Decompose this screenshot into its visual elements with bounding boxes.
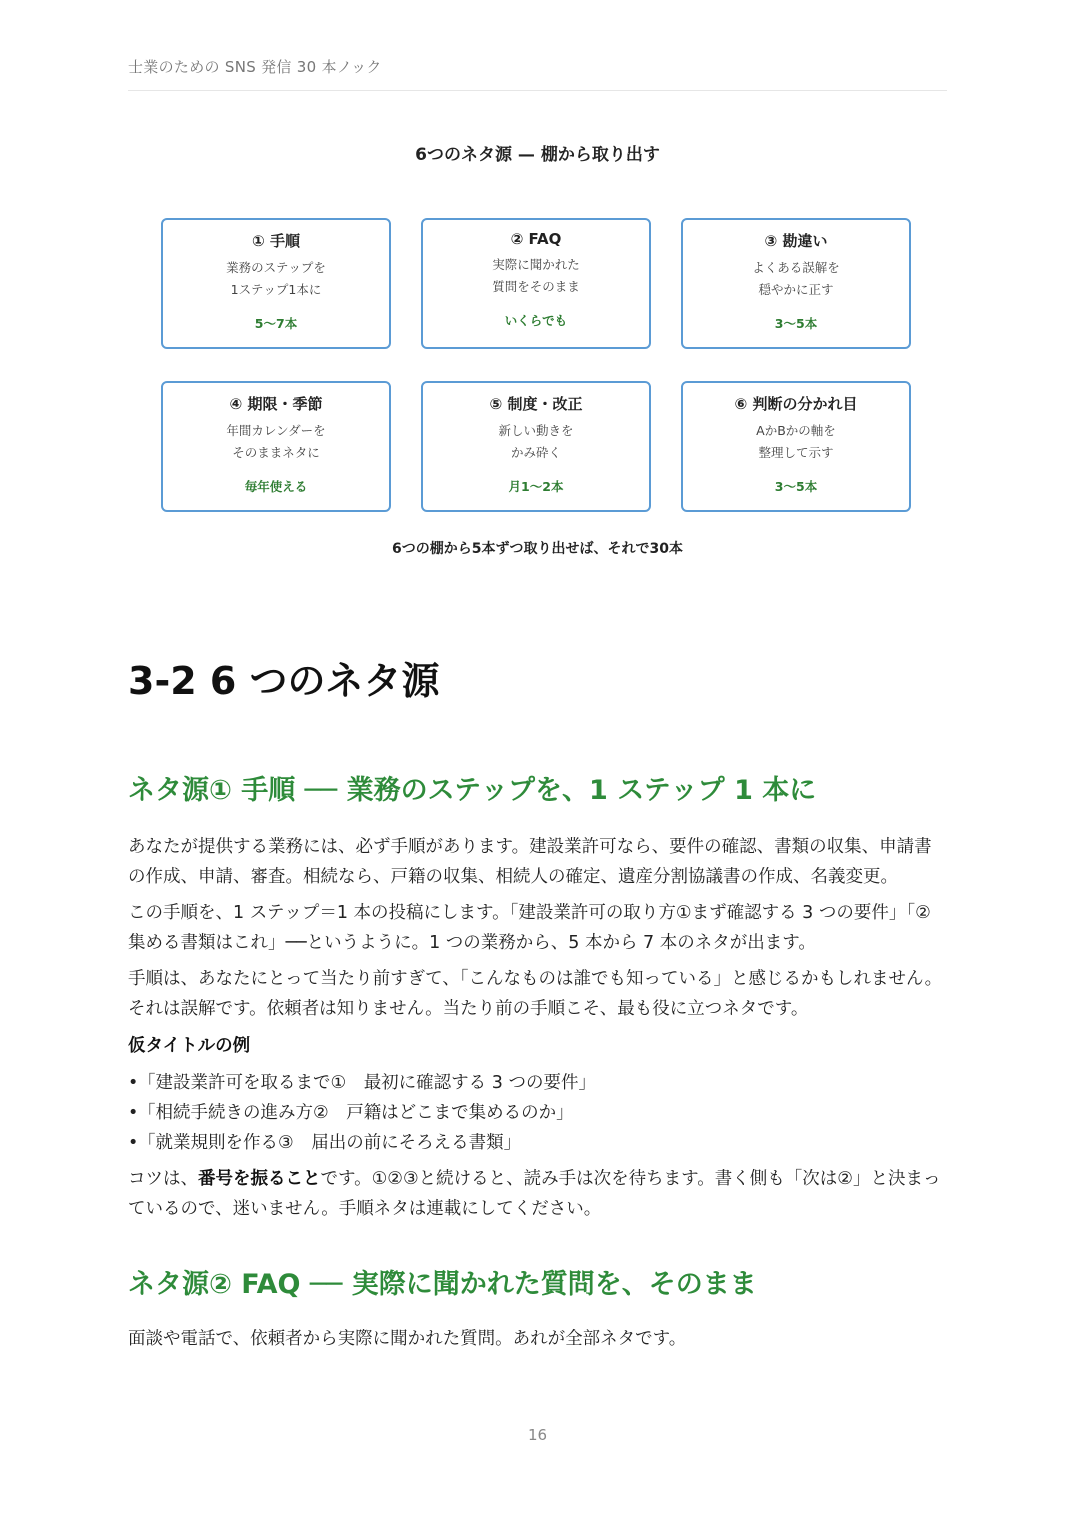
card-title: ② FAQ [510, 230, 562, 248]
card-desc-line: 年間カレンダーを [226, 423, 326, 438]
card-desc-line: 実際に聞かれた [492, 257, 580, 272]
card-title: ① 手順 [252, 232, 300, 250]
paragraph: 面談や電話で、依頼者から実際に聞かれた質問。あれが全部ネタです。 [128, 1329, 687, 1349]
card-desc-line: 整理して示す [758, 445, 834, 460]
card-system-revision [421, 381, 651, 512]
card-desc-line: 業務のステップを [226, 260, 326, 275]
tip-text: コツは、 [128, 1169, 198, 1189]
card-desc [423, 420, 649, 464]
card-count: いくらでも [504, 313, 568, 328]
list-item-text: 「建設業許可を取るまで① 最初に確認する 3 つの要件」 [138, 1073, 596, 1093]
card-desc [423, 254, 649, 298]
paragraph: この手順を、1 ステップ＝1 本の投稿にします。「建設業許可の取り方①まず確認する 3 つの要件」「②集める書類はこれ」──というように。1 つの業務から、5 本から 7 本のネタが出ます。 [128, 903, 931, 953]
card-desc [163, 257, 389, 301]
tip-emphasis: 番号を振ること [198, 1169, 321, 1189]
card-desc-line: 1ステップ1本に [230, 282, 322, 297]
card-desc [683, 420, 909, 464]
section-heading: 3-2 6 つのネタ源 [128, 659, 440, 703]
card-desc-line: 新しい動きを [498, 423, 574, 438]
list-item-text: 「就業規則を作る③ 届出の前にそろえる書類」 [138, 1133, 522, 1153]
card-title: ④ 期限・季節 [229, 395, 323, 413]
card-desc-line: AかBかの軸を [756, 423, 836, 438]
card-count: 毎年使える [244, 479, 308, 494]
card-count: 5〜7本 [254, 316, 298, 331]
card-desc-line: そのままネタに [232, 445, 320, 460]
card-deadline-season [161, 381, 391, 512]
figure-caption: 6つの棚から5本ずつ取り出せば、それで30本 [392, 541, 683, 557]
card-faq [421, 218, 651, 349]
card-desc-line: よくある誤解を [752, 260, 840, 275]
list-item: •「就業規則を作る③ 届出の前にそろえる書類」 [128, 1133, 522, 1153]
running-header: 士業のための SNS 発信 30 本ノック [128, 56, 947, 91]
page-number: 16 [527, 1426, 548, 1444]
card-title: ⑥ 判断の分かれ目 [734, 395, 858, 413]
card-procedure [161, 218, 391, 349]
paragraph: あなたが提供する業務には、必ず手順があります。建設業許可なら、要件の確認、書類の収集、申請書の作成、申請、審査。相続なら、戸籍の収集、相続人の確定、遺産分割協議書の作成、名義変更。 [128, 837, 932, 887]
card-desc-line: かみ砕く [510, 445, 561, 460]
card-desc-line: 質問をそのまま [492, 279, 580, 294]
card-title: ③ 勘違い [764, 232, 828, 250]
list-item: •「相続手続きの進み方② 戸籍はどこまで集めるのか」 [128, 1103, 574, 1123]
figure-title: 6つのネタ源 — 棚から取り出す [415, 145, 660, 165]
card-desc [683, 257, 909, 301]
card-misconception [681, 218, 911, 349]
card-count: 3〜5本 [774, 479, 818, 494]
subsection-heading-procedure: ネタ源① 手順 ── 業務のステップを、1 ステップ 1 本に [128, 775, 817, 806]
examples-list [128, 1068, 596, 1158]
tip-paragraph [128, 1164, 948, 1224]
tip-text: です。①②③と続けると、読み手は次を待ちます。書く側も「次は②」と決まっているので、迷いません。手順ネタは連載にしてください。 [128, 1169, 941, 1219]
card-title: ⑤ 制度・改正 [489, 395, 583, 413]
card-count: 3〜5本 [774, 316, 818, 331]
card-desc-line: 穏やかに正す [758, 282, 834, 297]
subsection-heading-faq: ネタ源② FAQ ── 実際に聞かれた質問を、そのまま [128, 1269, 757, 1300]
card-desc [163, 420, 389, 464]
examples-heading: 仮タイトルの例 [128, 1036, 251, 1056]
card-decision-point [681, 381, 911, 512]
list-item: •「建設業許可を取るまで① 最初に確認する 3 つの要件」 [128, 1073, 596, 1093]
paragraph: 手順は、あなたにとって当たり前すぎて、「こんなものは誰でも知っている」と感じるかもしれません。それは誤解です。依頼者は知りません。当たり前の手順こそ、最も役に立つネタです。 [128, 969, 943, 1019]
list-item-text: 「相続手続きの進み方② 戸籍はどこまで集めるのか」 [138, 1103, 574, 1123]
card-count: 月1〜2本 [508, 479, 564, 494]
